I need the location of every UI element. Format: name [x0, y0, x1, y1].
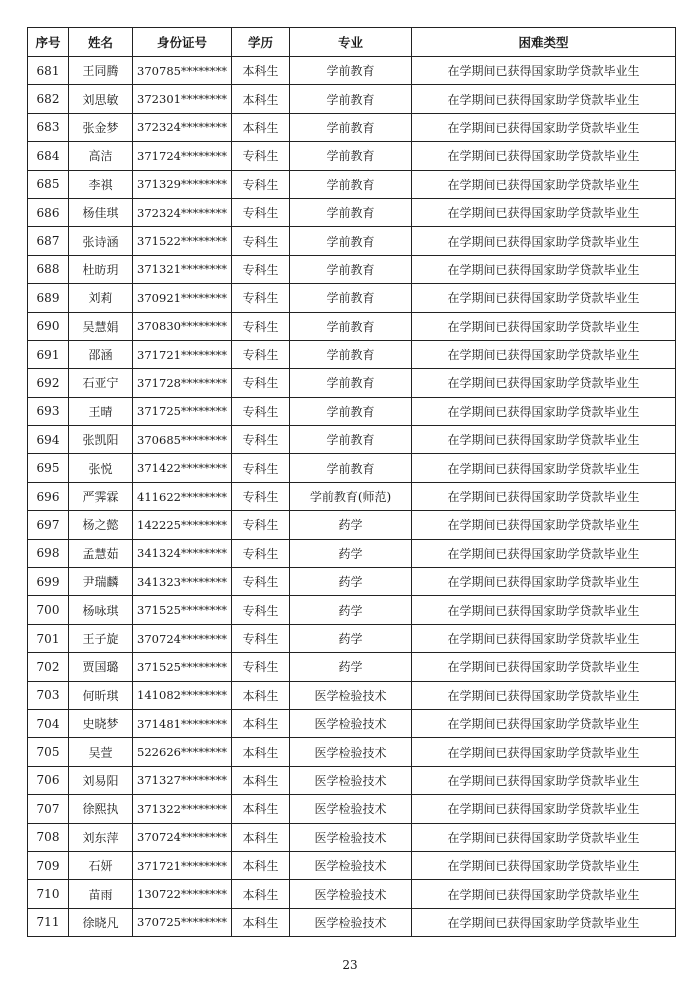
cell-education: 专科生 — [232, 596, 290, 624]
cell-name: 刘易阳 — [69, 766, 133, 794]
cell-difficulty-type: 在学期间已获得国家助学贷款毕业生 — [412, 454, 676, 482]
cell-id-number: 370685******** — [133, 426, 232, 454]
cell-education: 本科生 — [232, 738, 290, 766]
cell-difficulty-type: 在学期间已获得国家助学贷款毕业生 — [412, 397, 676, 425]
cell-index: 710 — [28, 880, 69, 908]
cell-major: 学前教育 — [290, 57, 412, 85]
cell-id-number: 370724******** — [133, 823, 232, 851]
table-row — [28, 908, 676, 936]
cell-name: 高洁 — [69, 142, 133, 170]
cell-major: 学前教育 — [290, 198, 412, 226]
cell-name: 贾国璐 — [69, 653, 133, 681]
cell-major: 学前教育 — [290, 255, 412, 283]
cell-name: 张悦 — [69, 454, 133, 482]
header-major: 专业 — [290, 28, 412, 57]
cell-name: 吴萱 — [69, 738, 133, 766]
cell-difficulty-type: 在学期间已获得国家助学贷款毕业生 — [412, 908, 676, 936]
cell-education: 专科生 — [232, 653, 290, 681]
cell-index: 693 — [28, 397, 69, 425]
cell-education: 专科生 — [232, 198, 290, 226]
cell-id-number: 371481******** — [133, 709, 232, 737]
cell-difficulty-type: 在学期间已获得国家助学贷款毕业生 — [412, 596, 676, 624]
cell-id-number: 372324******** — [133, 198, 232, 226]
table-row — [28, 454, 676, 482]
cell-index: 685 — [28, 170, 69, 198]
table-row — [28, 284, 676, 312]
cell-index: 692 — [28, 369, 69, 397]
cell-difficulty-type: 在学期间已获得国家助学贷款毕业生 — [412, 823, 676, 851]
cell-difficulty-type: 在学期间已获得国家助学贷款毕业生 — [412, 880, 676, 908]
cell-name: 石妍 — [69, 851, 133, 879]
table-row — [28, 624, 676, 652]
cell-difficulty-type: 在学期间已获得国家助学贷款毕业生 — [412, 795, 676, 823]
cell-education: 专科生 — [232, 369, 290, 397]
cell-difficulty-type: 在学期间已获得国家助学贷款毕业生 — [412, 851, 676, 879]
cell-difficulty-type: 在学期间已获得国家助学贷款毕业生 — [412, 227, 676, 255]
cell-education: 专科生 — [232, 284, 290, 312]
cell-id-number: 341323******** — [133, 568, 232, 596]
cell-index: 697 — [28, 511, 69, 539]
cell-index: 699 — [28, 568, 69, 596]
cell-index: 701 — [28, 624, 69, 652]
cell-education: 专科生 — [232, 397, 290, 425]
cell-name: 石亚宁 — [69, 369, 133, 397]
cell-education: 本科生 — [232, 85, 290, 113]
cell-major: 药学 — [290, 624, 412, 652]
cell-education: 本科生 — [232, 57, 290, 85]
cell-education: 专科生 — [232, 568, 290, 596]
cell-index: 695 — [28, 454, 69, 482]
table-row — [28, 880, 676, 908]
cell-id-number: 371329******** — [133, 170, 232, 198]
cell-difficulty-type: 在学期间已获得国家助学贷款毕业生 — [412, 511, 676, 539]
table-header-row — [28, 28, 676, 57]
cell-education: 本科生 — [232, 113, 290, 141]
cell-name: 吴慧娟 — [69, 312, 133, 340]
cell-id-number: 371322******** — [133, 795, 232, 823]
cell-major: 学前教育 — [290, 397, 412, 425]
cell-name: 张金梦 — [69, 113, 133, 141]
table-row — [28, 653, 676, 681]
cell-id-number: 130722******** — [133, 880, 232, 908]
cell-education: 本科生 — [232, 766, 290, 794]
cell-id-number: 372324******** — [133, 113, 232, 141]
cell-difficulty-type: 在学期间已获得国家助学贷款毕业生 — [412, 284, 676, 312]
cell-id-number: 371725******** — [133, 397, 232, 425]
table-row — [28, 795, 676, 823]
cell-id-number: 370830******** — [133, 312, 232, 340]
cell-education: 本科生 — [232, 851, 290, 879]
cell-major: 医学检验技术 — [290, 880, 412, 908]
cell-index: 703 — [28, 681, 69, 709]
cell-index: 691 — [28, 340, 69, 368]
cell-id-number: 371422******** — [133, 454, 232, 482]
cell-index: 708 — [28, 823, 69, 851]
cell-education: 本科生 — [232, 880, 290, 908]
cell-id-number: 370921******** — [133, 284, 232, 312]
cell-difficulty-type: 在学期间已获得国家助学贷款毕业生 — [412, 255, 676, 283]
page-number: 23 — [342, 958, 358, 972]
cell-difficulty-type: 在学期间已获得国家助学贷款毕业生 — [412, 57, 676, 85]
cell-difficulty-type: 在学期间已获得国家助学贷款毕业生 — [412, 312, 676, 340]
cell-id-number: 371721******** — [133, 851, 232, 879]
cell-difficulty-type: 在学期间已获得国家助学贷款毕业生 — [412, 653, 676, 681]
cell-id-number: 371728******** — [133, 369, 232, 397]
cell-name: 张凯阳 — [69, 426, 133, 454]
cell-education: 本科生 — [232, 823, 290, 851]
cell-education: 专科生 — [232, 511, 290, 539]
cell-name: 杜昉玥 — [69, 255, 133, 283]
cell-index: 688 — [28, 255, 69, 283]
table-row — [28, 255, 676, 283]
table-row — [28, 85, 676, 113]
cell-id-number: 371721******** — [133, 340, 232, 368]
cell-difficulty-type: 在学期间已获得国家助学贷款毕业生 — [412, 624, 676, 652]
cell-index: 689 — [28, 284, 69, 312]
cell-major: 学前教育 — [290, 284, 412, 312]
cell-id-number: 411622******** — [133, 482, 232, 510]
cell-name: 严霁霖 — [69, 482, 133, 510]
cell-name: 王同腾 — [69, 57, 133, 85]
cell-id-number: 371724******** — [133, 142, 232, 170]
cell-major: 学前教育 — [290, 454, 412, 482]
cell-major: 医学检验技术 — [290, 823, 412, 851]
header-id-number: 身份证号 — [133, 28, 232, 57]
cell-major: 学前教育 — [290, 426, 412, 454]
cell-education: 专科生 — [232, 539, 290, 567]
cell-major: 医学检验技术 — [290, 681, 412, 709]
cell-education: 专科生 — [232, 426, 290, 454]
table-row — [28, 340, 676, 368]
table-row — [28, 681, 676, 709]
table-row — [28, 709, 676, 737]
cell-major: 学前教育 — [290, 369, 412, 397]
cell-id-number: 341324******** — [133, 539, 232, 567]
cell-name: 杨之懿 — [69, 511, 133, 539]
cell-education: 专科生 — [232, 340, 290, 368]
cell-education: 本科生 — [232, 908, 290, 936]
table-row — [28, 397, 676, 425]
cell-major: 医学检验技术 — [290, 908, 412, 936]
cell-name: 刘莉 — [69, 284, 133, 312]
cell-major: 药学 — [290, 653, 412, 681]
table-row — [28, 57, 676, 85]
cell-index: 682 — [28, 85, 69, 113]
cell-index: 704 — [28, 709, 69, 737]
table-row — [28, 568, 676, 596]
cell-major: 学前教育 — [290, 312, 412, 340]
table-row — [28, 851, 676, 879]
cell-difficulty-type: 在学期间已获得国家助学贷款毕业生 — [412, 369, 676, 397]
cell-index: 694 — [28, 426, 69, 454]
cell-id-number: 370725******** — [133, 908, 232, 936]
cell-difficulty-type: 在学期间已获得国家助学贷款毕业生 — [412, 113, 676, 141]
cell-index: 709 — [28, 851, 69, 879]
cell-name: 刘东萍 — [69, 823, 133, 851]
cell-index: 700 — [28, 596, 69, 624]
header-index: 序号 — [28, 28, 69, 57]
cell-name: 李祺 — [69, 170, 133, 198]
cell-major: 学前教育 — [290, 340, 412, 368]
cell-major: 药学 — [290, 539, 412, 567]
header-name: 姓名 — [69, 28, 133, 57]
table-row — [28, 539, 676, 567]
header-difficulty-type: 困难类型 — [412, 28, 676, 57]
cell-major: 医学检验技术 — [290, 766, 412, 794]
cell-major: 医学检验技术 — [290, 709, 412, 737]
student-list-sheet — [27, 27, 675, 937]
cell-difficulty-type: 在学期间已获得国家助学贷款毕业生 — [412, 766, 676, 794]
cell-name: 杨咏琪 — [69, 596, 133, 624]
cell-name: 孟慧茹 — [69, 539, 133, 567]
cell-difficulty-type: 在学期间已获得国家助学贷款毕业生 — [412, 85, 676, 113]
table-row — [28, 482, 676, 510]
cell-education: 专科生 — [232, 227, 290, 255]
cell-education: 专科生 — [232, 624, 290, 652]
cell-difficulty-type: 在学期间已获得国家助学贷款毕业生 — [412, 482, 676, 510]
table-row — [28, 170, 676, 198]
cell-major: 学前教育 — [290, 113, 412, 141]
cell-id-number: 371327******** — [133, 766, 232, 794]
cell-id-number: 370785******** — [133, 57, 232, 85]
cell-major: 药学 — [290, 568, 412, 596]
cell-education: 专科生 — [232, 312, 290, 340]
table-row — [28, 142, 676, 170]
cell-major: 医学检验技术 — [290, 795, 412, 823]
table-row — [28, 113, 676, 141]
cell-name: 王子旋 — [69, 624, 133, 652]
cell-education: 专科生 — [232, 255, 290, 283]
table-row — [28, 823, 676, 851]
cell-major: 药学 — [290, 596, 412, 624]
cell-index: 698 — [28, 539, 69, 567]
cell-education: 专科生 — [232, 454, 290, 482]
cell-education: 本科生 — [232, 709, 290, 737]
cell-index: 683 — [28, 113, 69, 141]
cell-index: 687 — [28, 227, 69, 255]
cell-id-number: 370724******** — [133, 624, 232, 652]
cell-major: 学前教育(师范) — [290, 482, 412, 510]
cell-name: 苗雨 — [69, 880, 133, 908]
cell-name: 史晓梦 — [69, 709, 133, 737]
cell-index: 702 — [28, 653, 69, 681]
cell-id-number: 141082******** — [133, 681, 232, 709]
cell-education: 本科生 — [232, 795, 290, 823]
cell-difficulty-type: 在学期间已获得国家助学贷款毕业生 — [412, 738, 676, 766]
cell-major: 学前教育 — [290, 85, 412, 113]
table-row — [28, 426, 676, 454]
cell-major: 医学检验技术 — [290, 738, 412, 766]
cell-index: 706 — [28, 766, 69, 794]
cell-name: 刘思敏 — [69, 85, 133, 113]
cell-index: 696 — [28, 482, 69, 510]
cell-id-number: 142225******** — [133, 511, 232, 539]
cell-id-number: 522626******** — [133, 738, 232, 766]
cell-difficulty-type: 在学期间已获得国家助学贷款毕业生 — [412, 170, 676, 198]
cell-education: 专科生 — [232, 142, 290, 170]
table-row — [28, 369, 676, 397]
student-table — [27, 27, 676, 937]
cell-difficulty-type: 在学期间已获得国家助学贷款毕业生 — [412, 539, 676, 567]
cell-index: 711 — [28, 908, 69, 936]
table-row — [28, 511, 676, 539]
cell-education: 专科生 — [232, 170, 290, 198]
table-row — [28, 738, 676, 766]
cell-name: 徐晓凡 — [69, 908, 133, 936]
cell-name: 杨佳琪 — [69, 198, 133, 226]
cell-major: 学前教育 — [290, 142, 412, 170]
cell-education: 本科生 — [232, 681, 290, 709]
table-row — [28, 766, 676, 794]
cell-name: 何昕琪 — [69, 681, 133, 709]
cell-name: 张诗涵 — [69, 227, 133, 255]
table-row — [28, 198, 676, 226]
cell-difficulty-type: 在学期间已获得国家助学贷款毕业生 — [412, 142, 676, 170]
cell-id-number: 371321******** — [133, 255, 232, 283]
cell-difficulty-type: 在学期间已获得国家助学贷款毕业生 — [412, 340, 676, 368]
cell-difficulty-type: 在学期间已获得国家助学贷款毕业生 — [412, 709, 676, 737]
cell-index: 690 — [28, 312, 69, 340]
cell-index: 707 — [28, 795, 69, 823]
table-row — [28, 596, 676, 624]
cell-id-number: 371525******** — [133, 596, 232, 624]
cell-name: 王晴 — [69, 397, 133, 425]
cell-difficulty-type: 在学期间已获得国家助学贷款毕业生 — [412, 426, 676, 454]
table-row — [28, 227, 676, 255]
cell-name: 尹瑞麟 — [69, 568, 133, 596]
cell-difficulty-type: 在学期间已获得国家助学贷款毕业生 — [412, 681, 676, 709]
cell-name: 徐熙执 — [69, 795, 133, 823]
cell-difficulty-type: 在学期间已获得国家助学贷款毕业生 — [412, 198, 676, 226]
cell-name: 邵涵 — [69, 340, 133, 368]
cell-id-number: 371525******** — [133, 653, 232, 681]
cell-index: 681 — [28, 57, 69, 85]
cell-id-number: 372301******** — [133, 85, 232, 113]
cell-major: 学前教育 — [290, 227, 412, 255]
cell-index: 705 — [28, 738, 69, 766]
cell-difficulty-type: 在学期间已获得国家助学贷款毕业生 — [412, 568, 676, 596]
cell-major: 学前教育 — [290, 170, 412, 198]
cell-major: 药学 — [290, 511, 412, 539]
cell-index: 684 — [28, 142, 69, 170]
cell-education: 专科生 — [232, 482, 290, 510]
table-body — [28, 57, 676, 937]
table-row — [28, 312, 676, 340]
header-education: 学历 — [232, 28, 290, 57]
cell-major: 医学检验技术 — [290, 851, 412, 879]
cell-id-number: 371522******** — [133, 227, 232, 255]
cell-index: 686 — [28, 198, 69, 226]
